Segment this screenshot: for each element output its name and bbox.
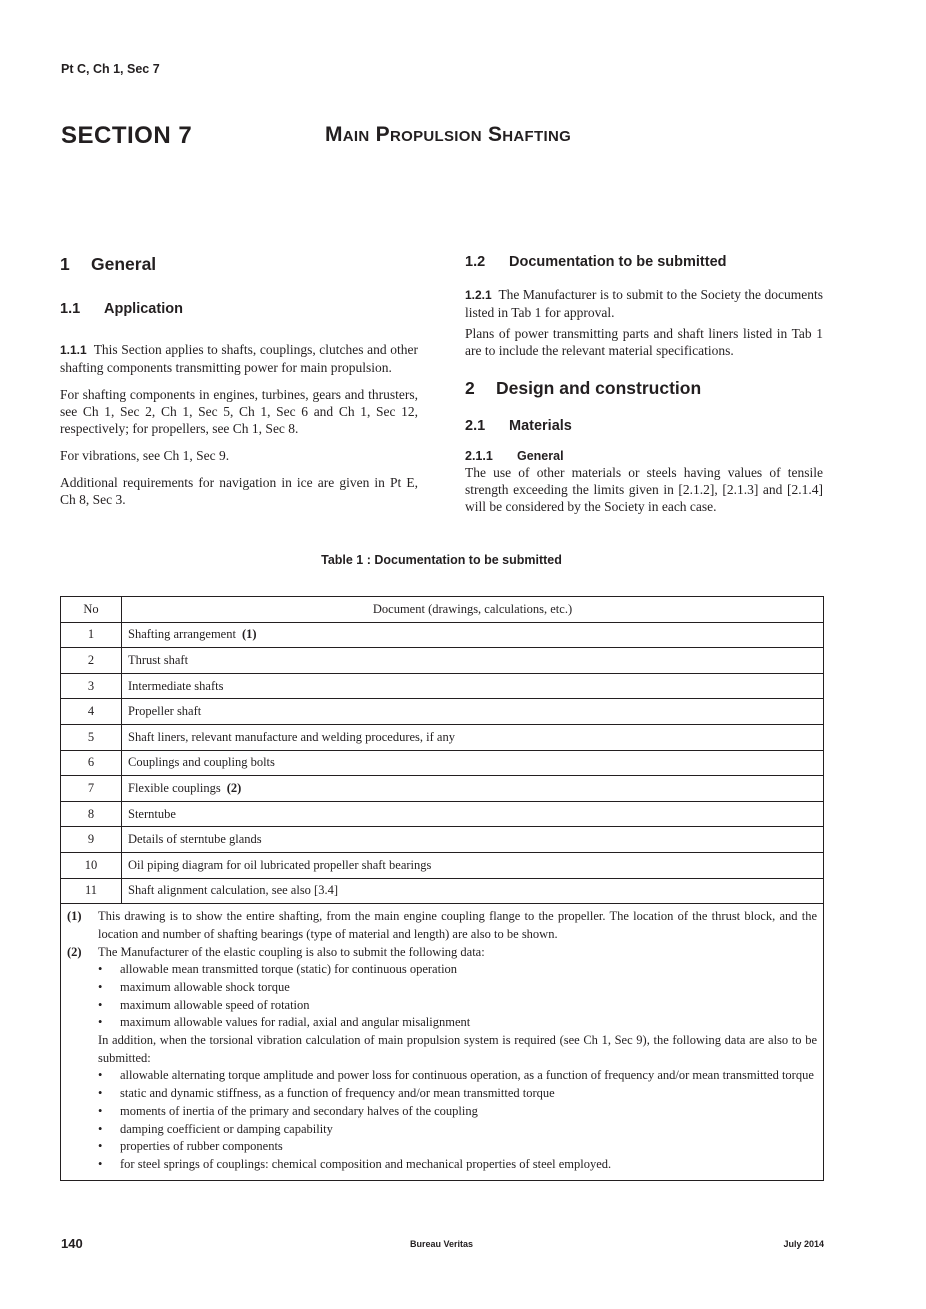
paragraph-shafting-components: For shafting components in engines, turbines, gears and thrusters, see Ch 1, Sec 2, Ch 1, Sec 5, Ch 1, Sec 6 and Ch 1, Sec 12, respectively; for propellers, see Ch 1, Sec 8.: [60, 387, 418, 436]
document-text: Shafting arrangement: [128, 627, 236, 642]
list-item-text: static and dynamic stiffness, as a function of frequency and/or mean transmitted torque: [120, 1086, 555, 1101]
paragraph-number: 1.1.1: [60, 343, 87, 357]
list-item: [98, 997, 817, 1015]
footnote-mark: (1): [67, 909, 82, 924]
list-item-text: maximum allowable shock torque: [120, 979, 290, 994]
footer-publisher: Bureau Veritas: [409, 1239, 474, 1249]
bullet-icon: •: [98, 1086, 103, 1101]
table-row: [61, 673, 824, 699]
cell-no: 8: [61, 801, 122, 827]
cell-no: 10: [61, 852, 122, 878]
footnote-ref: (1): [241, 627, 257, 642]
cell-document: Shaft liners, relevant manufacture and welding procedures, if any: [122, 724, 824, 750]
table-row: [61, 622, 824, 648]
bullet-icon: •: [98, 1015, 103, 1030]
list-item: [98, 1103, 817, 1121]
footnote-ref: (2): [226, 780, 242, 795]
list-item-text: maximum allowable values for radial, axial and angular misalignment: [120, 1015, 471, 1030]
list-item: [98, 1156, 817, 1174]
heading-text: Documentation to be submitted: [509, 254, 727, 270]
cell-document: Details of sterntube glands: [122, 827, 824, 853]
list-item-text: allowable alternating torque amplitude and power loss for continuous operation, as a function of frequency and/or mean transmitted torque: [120, 1068, 814, 1083]
list-item: [98, 979, 817, 997]
cell-document: Shaft alignment calculation, see also [3.4]: [122, 878, 824, 904]
bullet-icon: •: [98, 997, 103, 1012]
bullet-icon: •: [98, 979, 103, 994]
column-header-no: No: [61, 597, 122, 623]
heading-2-1-materials: [465, 418, 823, 434]
heading-2-1-1-general: [465, 449, 823, 463]
bullet-icon: •: [98, 1103, 103, 1118]
heading-number: 2: [465, 378, 475, 398]
list-item: [98, 1085, 817, 1103]
table-row: [61, 827, 824, 853]
heading-text: Application: [104, 301, 183, 317]
heading-number: 1: [60, 254, 70, 274]
section-title: Main Propulsion Shafting: [325, 123, 572, 146]
bullet-icon: •: [98, 1156, 103, 1171]
heading-number: 2.1: [465, 418, 486, 434]
cell-no: 3: [61, 673, 122, 699]
list-item: [98, 1138, 817, 1156]
list-item-text: damping coefficient or damping capability: [120, 1121, 333, 1136]
cell-document: Thrust shaft: [122, 648, 824, 674]
list-item-text: maximum allowable speed of rotation: [120, 997, 310, 1012]
cell-no: 9: [61, 827, 122, 853]
bullet-icon: •: [98, 962, 103, 977]
cell-no: 5: [61, 724, 122, 750]
footnote-2: [67, 944, 817, 1174]
footnote-mark: (2): [67, 944, 82, 959]
cell-document: Oil piping diagram for oil lubricated propeller shaft bearings: [122, 852, 824, 878]
list-item: [98, 1014, 817, 1032]
cell-document: Propeller shaft: [122, 699, 824, 725]
table-notes-row: [61, 904, 824, 1181]
table-row: [61, 801, 824, 827]
list-item-text: for steel springs of couplings: chemical composition and mechanical properties of steel employed.: [120, 1156, 612, 1171]
table-row: [61, 724, 824, 750]
bullet-icon: •: [98, 1068, 103, 1083]
bullet-icon: •: [98, 1121, 103, 1136]
paragraph-1-1-1: [60, 341, 418, 376]
table-row: [61, 750, 824, 776]
footnote-1: [67, 908, 817, 943]
table-row: [61, 776, 824, 802]
paragraph-2-1-1: The use of other materials or steels having values of tensile strength exceeding the limits given in [2.1.2], [2.1.3] and [2.1.4] will be considered by the Society in each case.: [465, 465, 823, 514]
cell-no: 7: [61, 776, 122, 802]
list-item: [98, 961, 817, 979]
left-column: [60, 254, 418, 508]
list-item: [98, 1121, 817, 1139]
document-text: Flexible couplings: [128, 780, 221, 795]
table-header-row: [61, 597, 824, 623]
cell-document: Couplings and coupling bolts: [122, 750, 824, 776]
footnote-text: The Manufacturer of the elastic coupling is also to submit the following data:: [98, 944, 485, 959]
list-item: [98, 1067, 817, 1085]
list-item-text: allowable mean transmitted torque (static) for continuous operation: [120, 962, 458, 977]
heading-number: 1.1: [60, 301, 81, 317]
paragraph-1-2-1: [465, 286, 823, 321]
bullet-icon: •: [98, 1139, 103, 1154]
cell-document: [122, 622, 824, 648]
cell-no: 4: [61, 699, 122, 725]
heading-1-1-application: [60, 301, 418, 317]
heading-number: 2.1.1: [465, 449, 493, 463]
paragraph-text: This Section applies to shafts, couplings, clutches and other shafting components transmitting power for main propulsion.: [60, 342, 418, 375]
cell-no: 11: [61, 878, 122, 904]
section-label: SECTION 7: [61, 122, 193, 149]
heading-text: Design and construction: [496, 378, 702, 398]
cell-document: [122, 776, 824, 802]
page-number: 140: [61, 1236, 83, 1251]
heading-2-design: [465, 378, 823, 399]
list-item-text: moments of inertia of the primary and secondary halves of the coupling: [120, 1103, 478, 1118]
paragraph-ice-navigation: Additional requirements for navigation in ice are given in Pt E, Ch 8, Sec 3.: [60, 475, 418, 507]
table-row: [61, 648, 824, 674]
table-row: [61, 699, 824, 725]
heading-text: General: [91, 254, 157, 274]
table-notes: [61, 904, 824, 1181]
footnote-body: [98, 944, 817, 1174]
cell-no: 6: [61, 750, 122, 776]
paragraph-text: The Manufacturer is to submit to the Society the documents listed in Tab 1 for approval.: [465, 287, 823, 320]
heading-text: Materials: [509, 418, 572, 434]
cell-document: Intermediate shafts: [122, 673, 824, 699]
footnote-text: This drawing is to show the entire shafting, from the main engine coupling flange to the propeller. The location of the thrust block, and the location and number of shafting bearings (type of material and length) are also to be shown.: [98, 909, 817, 941]
heading-text: General: [517, 449, 564, 463]
column-header-document: Document (drawings, calculations, etc.): [122, 597, 824, 623]
footnote-addition-text: In addition, when the torsional vibration calculation of main propulsion system is required (see Ch 1, Sec 9), the following data are also to be submitted:: [98, 1033, 817, 1065]
cell-no: 1: [61, 622, 122, 648]
heading-1-general: [60, 254, 418, 275]
paragraph-number: 1.2.1: [465, 288, 492, 302]
heading-1-2-documentation: [465, 254, 823, 270]
documentation-table: [60, 596, 824, 1181]
paragraph-vibrations: For vibrations, see Ch 1, Sec 9.: [60, 448, 230, 463]
page-header-reference: Pt C, Ch 1, Sec 7: [61, 62, 160, 76]
heading-number: 1.2: [465, 254, 486, 270]
table-row: [61, 878, 824, 904]
table-row: [61, 852, 824, 878]
paragraph-plans-materials: Plans of power transmitting parts and shaft liners listed in Tab 1 are to include the relevant material specifications.: [465, 326, 823, 358]
list-item-text: properties of rubber components: [120, 1139, 283, 1154]
table-caption: Table 1 : Documentation to be submitted: [321, 553, 562, 567]
right-column: [465, 254, 823, 515]
cell-document: Sterntube: [122, 801, 824, 827]
cell-no: 2: [61, 648, 122, 674]
footer-date: July 2014: [783, 1239, 824, 1249]
